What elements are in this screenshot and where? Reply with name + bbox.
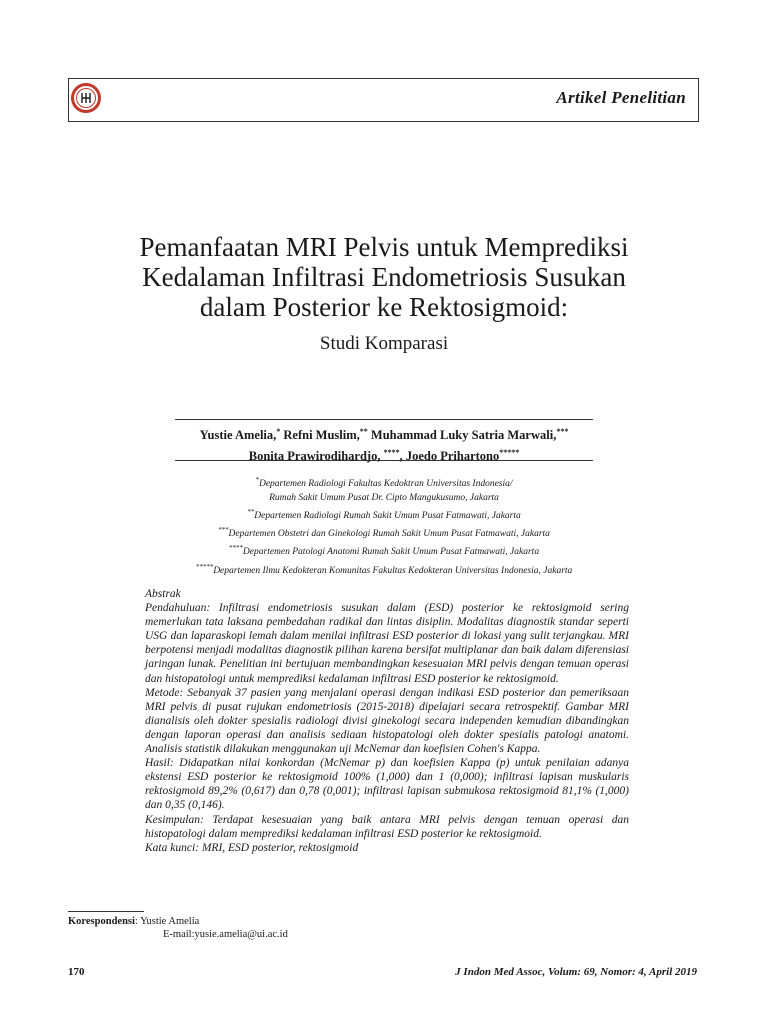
title-line: Pemanfaatan MRI Pelvis untuk Memprediksi — [139, 232, 629, 262]
article-title — [60, 232, 708, 322]
author-list — [140, 423, 628, 465]
title-line: Kedalaman Infiltrasi Endometriosis Susukan — [142, 262, 626, 292]
journal-seal-icon — [71, 83, 101, 113]
affiliation-text: Departemen Ilmu Kedokteran Komunitas Fakultas Kedokteran Universitas Indonesia, Jakarta — [213, 565, 573, 576]
affiliation-item — [130, 560, 638, 578]
affiliation-text: Departemen Patologi Anatomi Rumah Sakit Umum Pusat Fatmawati, Jakarta — [242, 547, 540, 558]
abstract-heading: Abstrak — [145, 588, 181, 600]
affiliation-list — [130, 473, 638, 578]
affiliation-text: Rumah Sakit Umum Pusat Dr. Cipto Mangukusumo, Jakarta — [269, 493, 499, 504]
author-mark: ** — [359, 427, 368, 436]
author-mark: * — [276, 427, 281, 436]
affiliation-item — [130, 505, 638, 523]
article-subtitle: Studi Komparasi — [319, 333, 449, 354]
section-label: Artikel Penelitian — [556, 88, 686, 107]
author-name: Bonita Prawirodihardjo, — [248, 449, 384, 464]
abstract-result: Hasil: Didapatkan nilai konkordan (McNemar p) dan koefisien Kappa (p) untuk penilaian adanya ekstensi ESD posterior ke rektosigmoid 100% (1,000) dan 1 (0,000); infiltrasi lapisan muskularis rektosigmoid 89,2% (0,617) dan 0,78 (0,001); infiltrasi lapisan submukosa rektosigmoid 81,1% (1,000) dan 0,35 (0,146). — [145, 757, 629, 812]
affiliation-item — [130, 541, 638, 559]
correspondence — [68, 915, 199, 929]
affiliation-text: Departemen Obstetri dan Ginekologi Rumah Sakit Umum Pusat Fatmawati, Jakarta — [228, 529, 550, 540]
author-mark: *** — [556, 427, 569, 436]
correspondence-label: Korespondensi — [68, 916, 135, 927]
affiliation-item — [130, 523, 638, 541]
affiliation-mark: **** — [228, 544, 243, 553]
affiliation-item — [130, 491, 638, 505]
affiliation-mark: * — [255, 476, 259, 484]
affiliation-item — [130, 473, 638, 491]
author-name: Refni Muslim, — [280, 428, 360, 443]
affiliation-text: Departemen Radiologi Fakultas Kedoktran Universitas Indonesia/ — [258, 479, 513, 490]
abstract-method: Metode: Sebanyak 37 pasien yang menjalani operasi dengan indikasi ESD posterior dan pemeriksaan MRI pelvis di pusat rujukan endometriosis (2015-2018) dipelajari secara retrospektif. Gambar MRI dianalisis oleh dokter spesialis radiologi divisi ginekologi secara independen kemudian dibandingkan dengan laporan operasi dan analisis sediaan histopatologi oleh dokter spesialis patologi anatomi. Analisis statistik dilakukan menggunakan uji McNemar dan koefisien Cohen's Kappa. — [145, 686, 629, 756]
affiliation-mark: ** — [247, 508, 255, 517]
author-mark: ***** — [499, 448, 520, 458]
abstract-conclusion: Kesimpulan: Terdapat kesesuaian yang baik antara MRI pelvis dengan temuan operasi dan histopatologi dalam memprediksi kedalaman infiltrasi ESD posterior ke rektosigmoid. — [145, 813, 629, 840]
correspondence-name: : Yustie Amelia — [134, 916, 200, 927]
abstract — [145, 587, 629, 855]
affiliation-mark: ***** — [195, 562, 214, 571]
author-mark: **** — [383, 448, 400, 458]
author-name: , Joedo Prihartono — [399, 449, 500, 464]
title-line: dalam Posterior ke Rektosigmoid: — [199, 292, 569, 322]
author-name: Yustie Amelia, — [199, 428, 277, 443]
journal-reference: J Indon Med Assoc, Volum: 69, Nomor: 4, April 2019 — [455, 966, 697, 978]
correspondence-email[interactable]: E-mail:yusie.amelia@ui.ac.id — [163, 929, 288, 940]
authors-bottom-rule — [175, 460, 593, 461]
abstract-keywords: Kata kunci: MRI, ESD posterior, rektosigmoid — [145, 841, 359, 854]
affiliation-text: Departemen Radiologi Rumah Sakit Umum Pusat Fatmawati, Jakarta — [254, 511, 521, 522]
affiliation-mark: *** — [218, 526, 229, 535]
page-number: 170 — [68, 966, 85, 978]
authors-top-rule — [175, 419, 593, 420]
abstract-introduction: Pendahuluan: Infiltrasi endometriosis susukan dalam (ESD) posterior ke rektosigmoid sering memerlukan tata laksana pembedahan radikal dan lintas disiplin. Modalitas diagnostik standar seperti USG dan laparaskopi lemah dalam menilai infiltrasi ESD posterior di lokasi yang sulit terjangkau. MRI berpotensi menjadi modalitas diagnostik pilihan karena bersifat multiplanar dan baik dalam diferensiasi jaringan lunak. Penelitian ini bertujuan membandingkan kesesuaian MRI pelvis dengan temuan operasi dan histopatologi untuk memprediksi kedalaman infiltrasi ESD posterior ke rektosigmoid. — [145, 602, 629, 685]
author-name: Muhammad Luky Satria Marwali, — [367, 428, 557, 443]
footnote-rule — [68, 911, 144, 912]
